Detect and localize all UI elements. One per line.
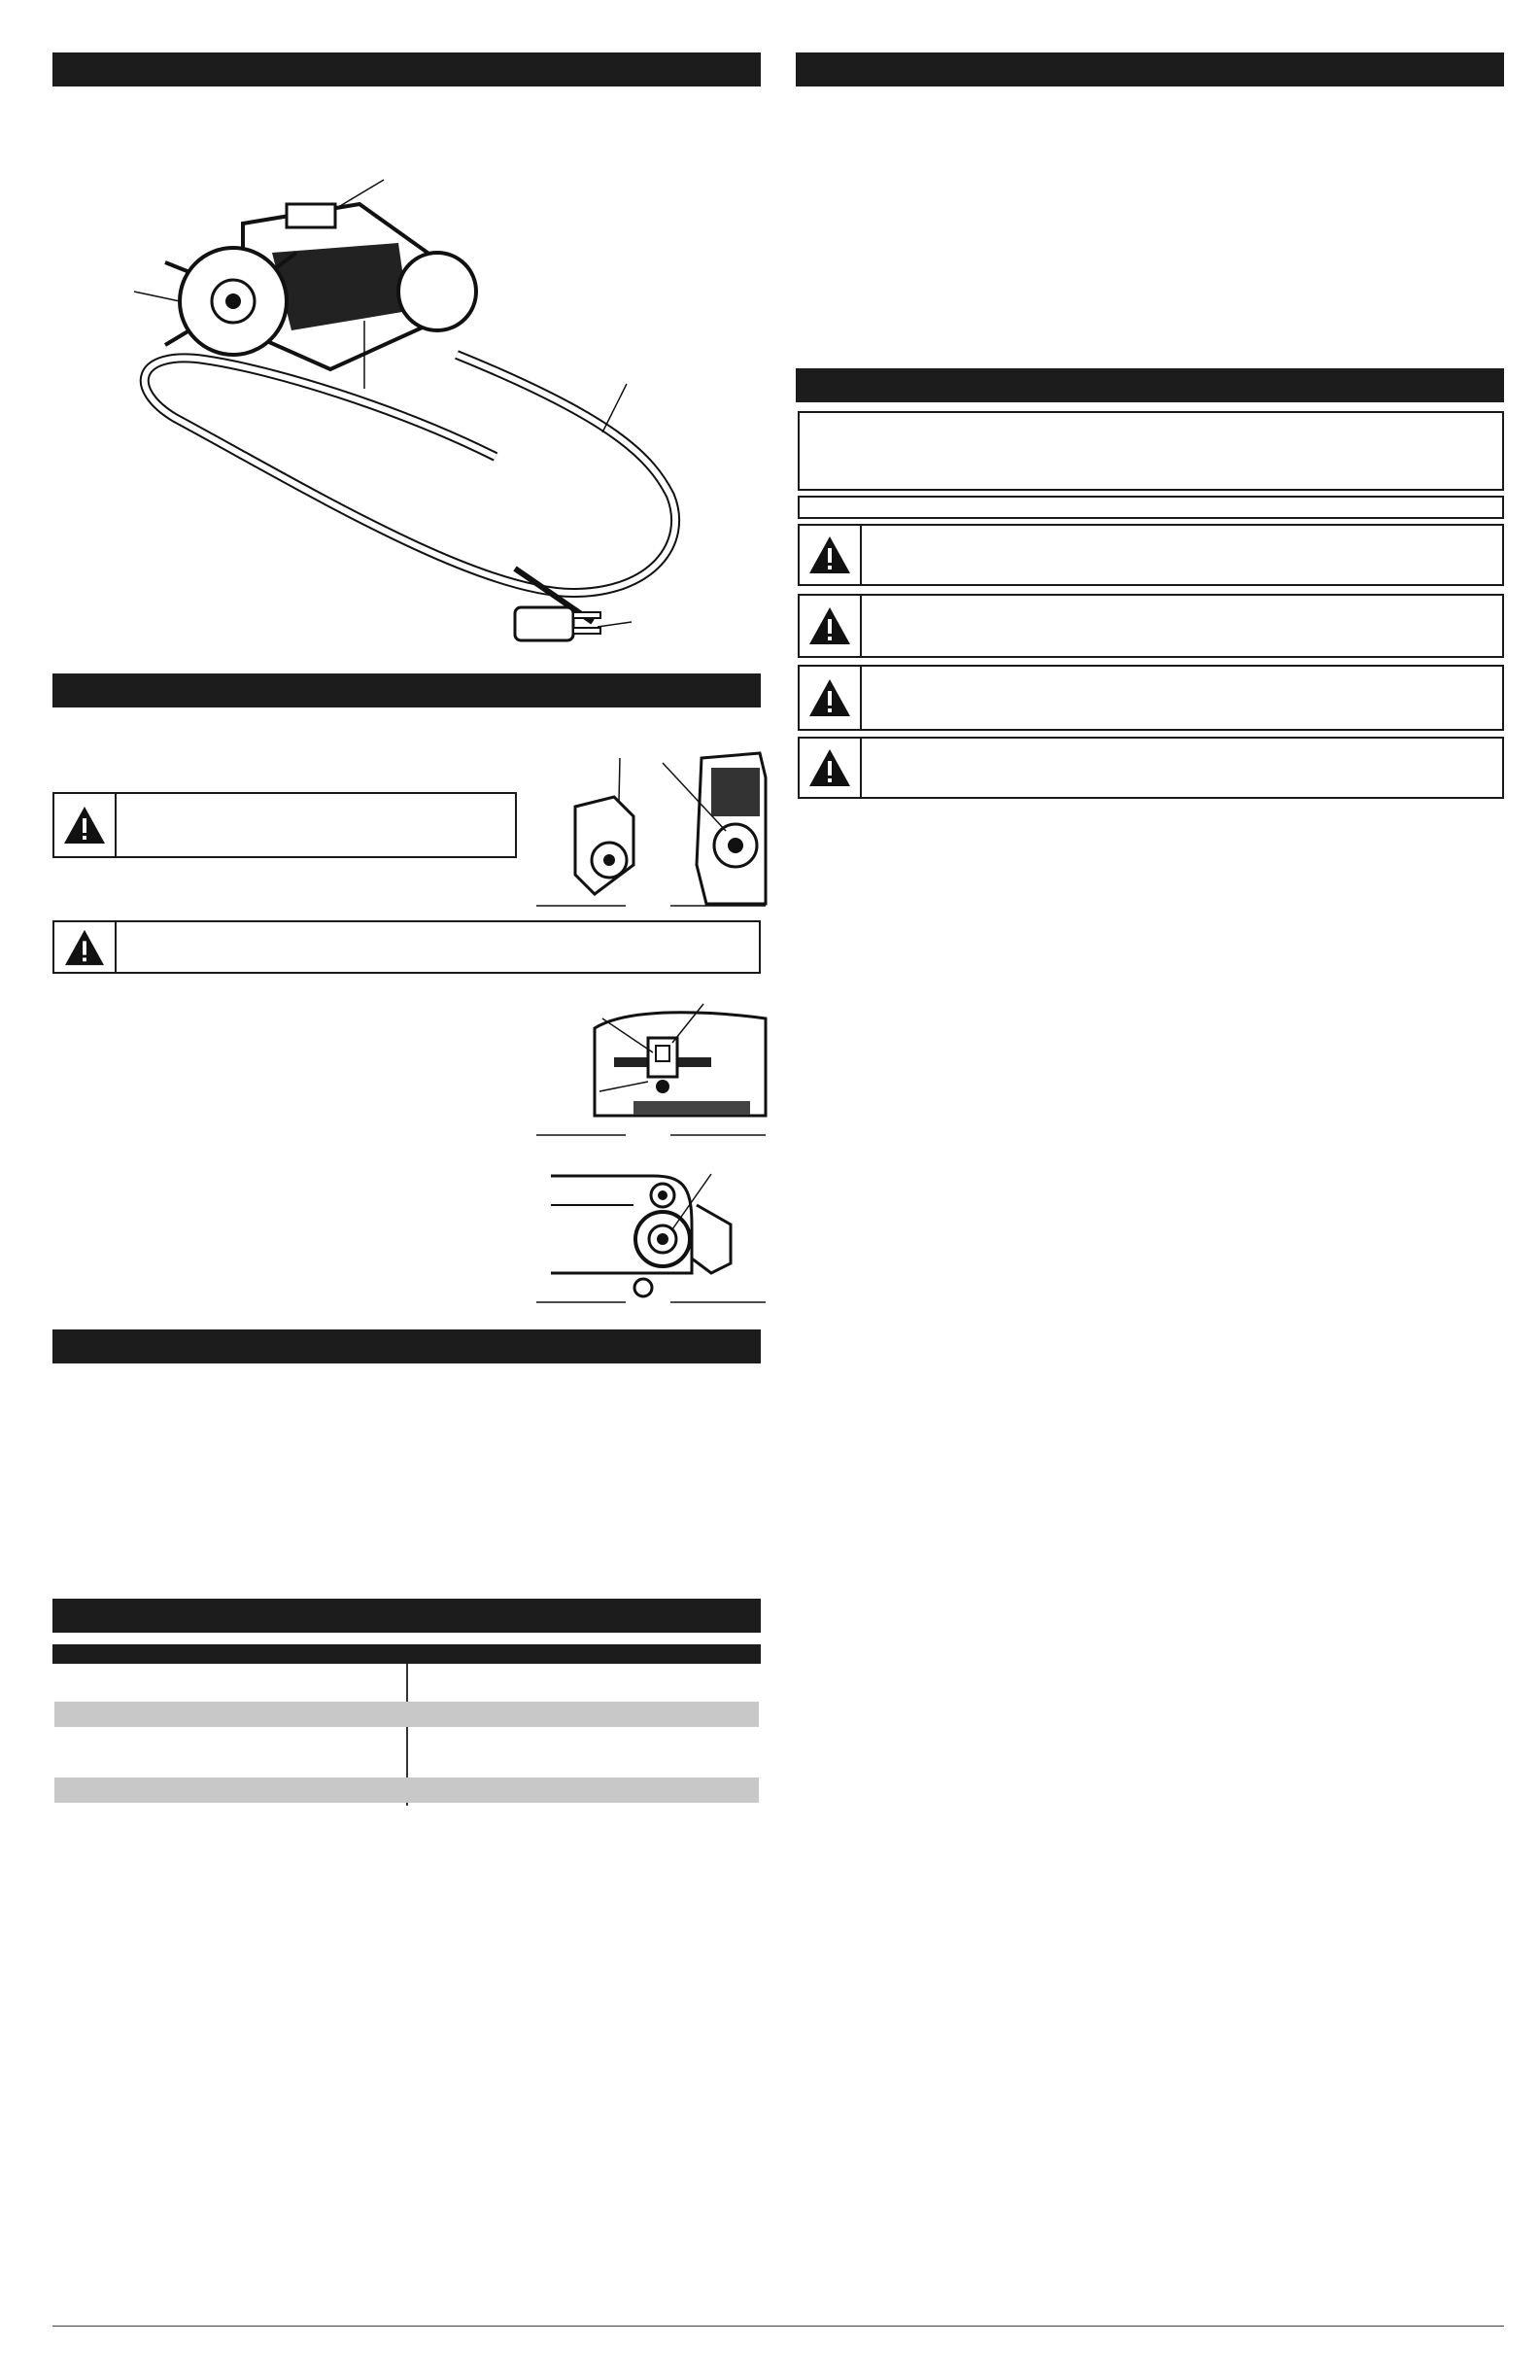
warning-triangle-icon <box>62 805 107 845</box>
section-header-bar <box>52 52 761 86</box>
electric-starter-illustration <box>107 165 709 661</box>
starter-engine-figure <box>536 748 766 914</box>
note-strip <box>798 496 1504 519</box>
warning-box <box>798 737 1504 799</box>
warning-triangle-icon <box>807 677 852 718</box>
warning-triangle-icon <box>807 535 852 575</box>
section-header-bar <box>52 1329 761 1363</box>
warning-box <box>798 665 1504 731</box>
footer-rule <box>52 2326 1504 2327</box>
starter-switch-figure <box>536 999 766 1140</box>
warning-box <box>52 792 517 858</box>
section-header-bar <box>796 368 1504 402</box>
warning-triangle-icon <box>807 747 852 788</box>
warning-triangle-icon <box>807 605 852 646</box>
section-header-bar <box>52 1599 761 1633</box>
warning-box <box>798 524 1504 586</box>
warning-triangle-icon <box>63 928 106 967</box>
table-row <box>54 1777 759 1803</box>
drive-socket-figure <box>536 1166 766 1307</box>
table-header-bar <box>52 1644 761 1664</box>
warning-box <box>798 594 1504 658</box>
section-header-bar <box>52 673 761 707</box>
notice-box <box>798 411 1504 491</box>
table-row <box>54 1702 759 1727</box>
section-header-bar <box>796 52 1504 86</box>
warning-box <box>52 920 761 974</box>
